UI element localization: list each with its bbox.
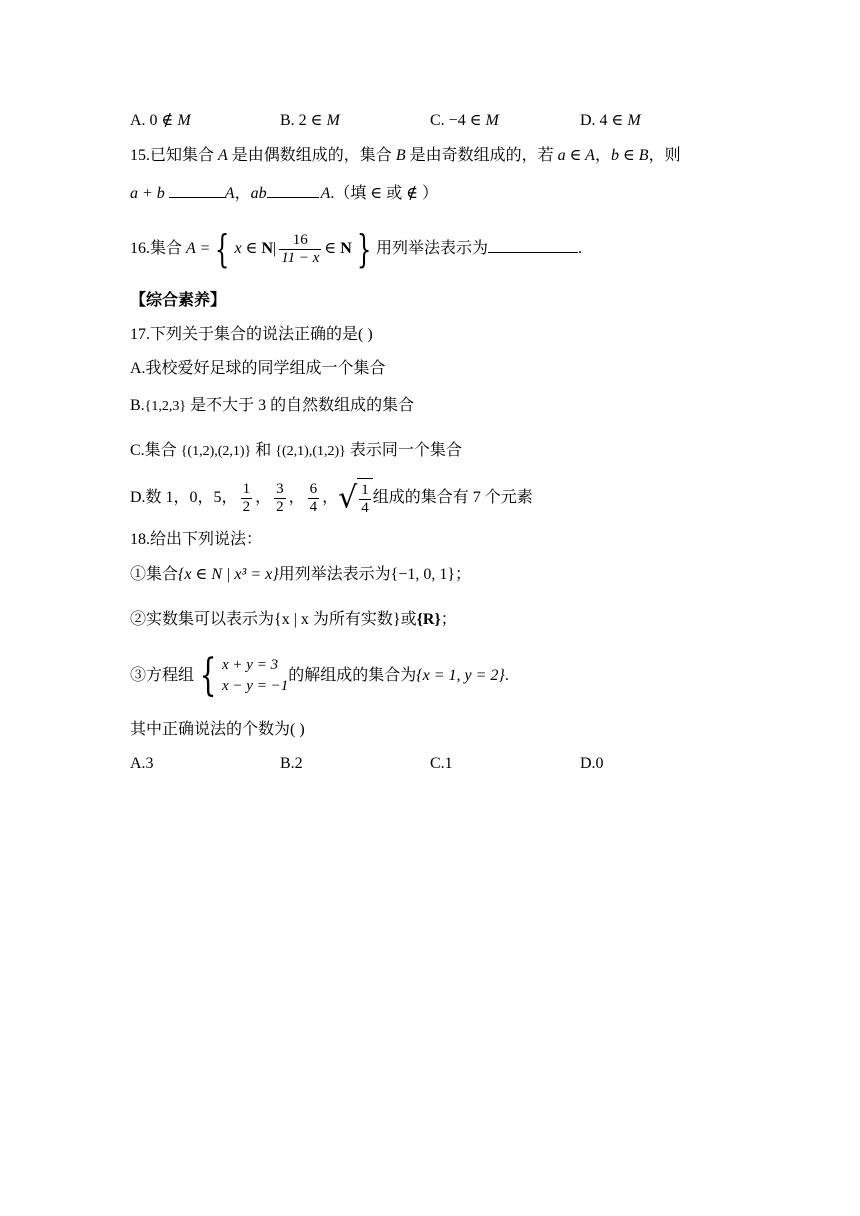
q18-s3-end: . xyxy=(504,667,509,684)
q17-f3-num: 6 xyxy=(309,481,318,497)
q18-s2-end: ； xyxy=(440,611,457,628)
q16-n2: N xyxy=(340,240,352,257)
q18-question: 其中正确说法的个数为( ) xyxy=(130,721,305,738)
q18-stem: 18.给出下列说法： xyxy=(130,531,263,548)
q16-elem: x ∈ xyxy=(234,240,262,257)
q16-fraction xyxy=(279,232,321,267)
q18-option-a: A.3 xyxy=(130,755,154,772)
q18-s1-mid: 用列举法表示为 xyxy=(278,566,391,583)
q18-eq1: x + y = 3 xyxy=(222,657,279,674)
q14-option-d xyxy=(580,110,641,132)
q18-s2-pre: ②实数集可以表示为 xyxy=(130,611,275,628)
q17-fraction-3 xyxy=(308,481,320,516)
q14-option-a-var: M xyxy=(177,112,191,129)
q17-option-a: A.我校爱好足球的同学组成一个集合 xyxy=(130,360,386,377)
q17-fraction-1 xyxy=(241,481,253,516)
q15-line1 xyxy=(130,145,681,167)
q17-fraction-2 xyxy=(274,481,286,516)
sqrt-sign-icon: √ xyxy=(338,480,358,516)
q17-b-pre: B. xyxy=(130,397,145,414)
q16-post: 用列举法表示为 xyxy=(375,240,488,257)
q15-sep: ， xyxy=(594,147,611,164)
q17-sep-2: ， xyxy=(288,489,305,507)
q16-blank[interactable] xyxy=(488,238,578,253)
q18-option-b: B.2 xyxy=(280,755,303,772)
q18-s2-mid: 或 xyxy=(400,611,417,628)
q17-option-b xyxy=(130,395,414,418)
q17-b-post: 是不大于 3 的自然数组成的集合 xyxy=(186,397,415,414)
q14-option-b xyxy=(280,110,340,132)
q16-end: . xyxy=(577,240,582,257)
q16-text: 16.集合 xyxy=(130,240,187,257)
q15-set-a2: A xyxy=(224,185,235,202)
q17-sep-3: ， xyxy=(322,489,339,507)
q16-left-brace: { xyxy=(215,227,230,272)
q15-cond2: b ∈ B xyxy=(610,147,649,164)
q14-option-d-text: D. 4 ∈ xyxy=(580,112,628,129)
q18-eq2: x − y = −1 xyxy=(222,678,289,695)
q14-option-c xyxy=(430,110,499,132)
q15-set-b: B xyxy=(395,147,406,164)
q14-option-a xyxy=(130,110,191,132)
q17-f1-den: 2 xyxy=(242,499,251,515)
q18-statement-1 xyxy=(130,564,471,586)
q14-option-b-text: B. 2 ∈ xyxy=(280,112,327,129)
q18-s2-set: {x | x 为所有实数} xyxy=(274,611,401,628)
q18-s1-set: {x ∈ N | x³ = x} xyxy=(178,566,279,583)
q15-expr2: ab xyxy=(250,185,267,202)
q17-stem: 17.下列关于集合的说法正确的是( ) xyxy=(130,326,373,343)
q17-f2-den: 2 xyxy=(276,499,284,515)
q18-s1-val: {−1, 0, 1} xyxy=(390,566,456,583)
q15-set-a3: A xyxy=(320,185,331,202)
q15-set-a: A xyxy=(218,147,228,164)
q15-comma: ， xyxy=(234,185,251,202)
q18-s3-mid: 的解组成的集合为 xyxy=(288,667,417,684)
q18-s1-end: ； xyxy=(455,566,472,583)
q17-f2-num: 3 xyxy=(276,481,284,497)
q17-option-c xyxy=(130,440,462,463)
q17-c-mid: 和 xyxy=(251,442,276,459)
q16-line xyxy=(130,228,582,270)
q17-sqrt xyxy=(338,478,373,519)
q18-statement-3 xyxy=(130,652,509,700)
q17-d-pre: D.数 1，0，5， xyxy=(130,489,238,507)
q15-text-4: ，则 xyxy=(648,147,681,164)
q15-text-2: 是由偶数组成的，集合 xyxy=(227,147,396,164)
q15-cond1: a ∈ A xyxy=(557,147,595,164)
section-heading: 【综合素养】 xyxy=(130,290,227,309)
q17-f3-den: 4 xyxy=(309,499,318,515)
q18-option-c: C.1 xyxy=(430,755,453,772)
q16-bar: | xyxy=(273,240,277,257)
q16-in: ∈ xyxy=(324,240,341,257)
q17-sqrt-under xyxy=(357,478,373,519)
q18-s1-pre: ①集合 xyxy=(130,566,179,583)
q16-lhs: A = xyxy=(186,240,211,257)
q15-blank-2[interactable] xyxy=(267,183,319,198)
q18-s3-pre: ③方程组 xyxy=(130,667,195,684)
q18-s3-set: {x = 1, y = 2} xyxy=(416,667,505,684)
q16-right-brace: } xyxy=(356,227,372,272)
q17-c-pre: C.集合 xyxy=(130,442,181,459)
q18-equation-system xyxy=(222,655,288,697)
q15-blank-1[interactable] xyxy=(169,183,225,198)
q14-option-d-var: M xyxy=(627,112,641,129)
q17-c-set2: {(2,1),(1,2)} xyxy=(275,444,346,459)
q16-frac-num: 16 xyxy=(292,231,308,248)
q18-statement-2 xyxy=(130,609,457,631)
q14-option-c-text: C. −4 ∈ xyxy=(430,112,486,129)
q15-line2 xyxy=(130,183,438,205)
q17-c-post: 表示同一个集合 xyxy=(345,442,462,459)
q17-sqrt-fraction xyxy=(359,482,371,517)
q14-option-b-var: M xyxy=(326,112,340,129)
q14-option-c-var: M xyxy=(485,112,499,129)
q17-option-d xyxy=(130,478,533,519)
q17-d-post: 组成的集合有 7 个元素 xyxy=(372,489,533,507)
q14-option-a-text: A. 0 ∉ xyxy=(130,112,178,129)
q15-expr1: a + b xyxy=(130,185,165,202)
q18-option-d: D.0 xyxy=(580,755,604,772)
q18-system-brace: { xyxy=(199,650,217,702)
q17-sq-num: 1 xyxy=(361,481,369,498)
q15-tail: .（填 ∈ 或 ∉ ） xyxy=(330,185,439,202)
q16-frac-den: 11 − x xyxy=(281,249,320,266)
q16-n: N xyxy=(261,240,273,257)
q17-b-set: {1,2,3} xyxy=(144,399,187,414)
q17-f1-num: 1 xyxy=(242,481,251,497)
q15-text: 15.已知集合 xyxy=(130,147,219,164)
q17-sq-den: 4 xyxy=(361,499,369,516)
q15-text-3: 是由奇数组成的，若 xyxy=(405,147,558,164)
q18-s2-r: {R} xyxy=(416,611,441,628)
q17-sep-1: ， xyxy=(255,489,272,507)
q17-c-set1: {(1,2),(2,1)} xyxy=(180,444,252,459)
